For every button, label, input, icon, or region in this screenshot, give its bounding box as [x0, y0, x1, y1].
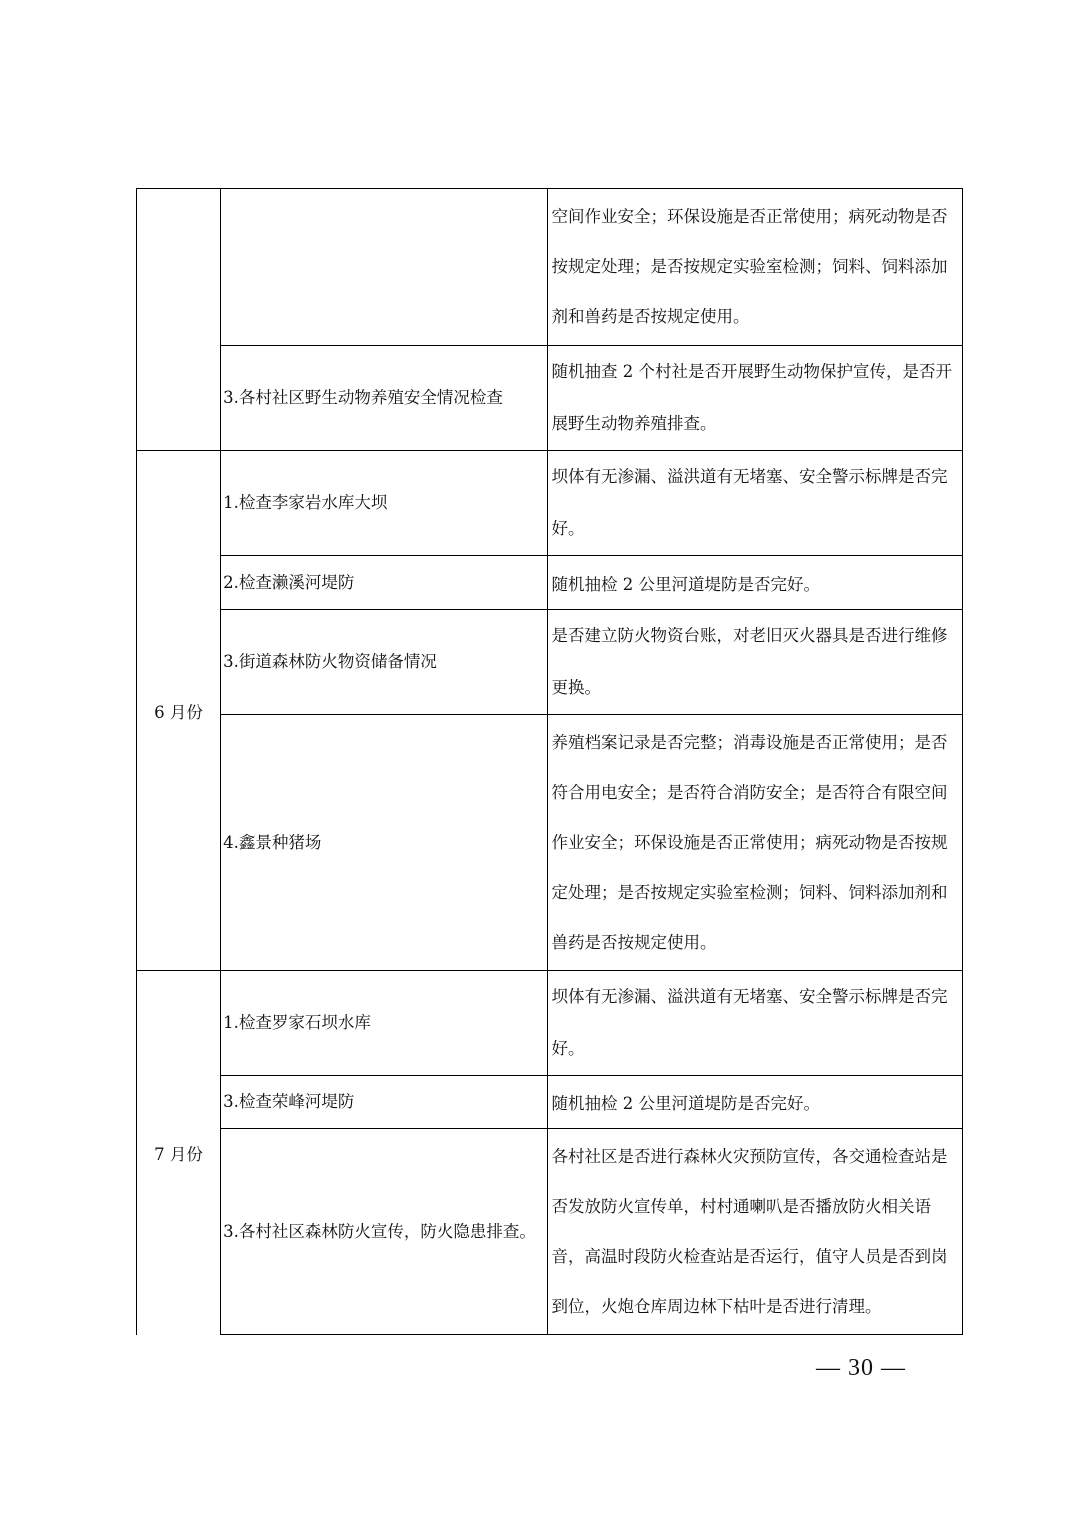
item-cell: 3.街道森林防火物资储备情况 — [221, 610, 548, 715]
content-cell: 是否建立防火物资台账，对老旧灭火器具是否进行维修更换。 — [548, 610, 963, 715]
content-cell: 随机抽检 2 公里河道堤防是否完好。 — [548, 1076, 963, 1129]
item-cell: 3.检查荣峰河堤防 — [221, 1076, 548, 1129]
content-cell: 随机抽查 2 个村社是否开展野生动物保护宣传，是否开展野生动物养殖排查。 — [548, 346, 963, 451]
month-cell: 6 月份 — [137, 451, 221, 971]
table-row — [137, 715, 963, 971]
item-cell: 2.检查濑溪河堤防 — [221, 556, 548, 610]
content-cell: 坝体有无渗漏、溢洪道有无堵塞、安全警示标牌是否完好。 — [548, 451, 963, 556]
table-row — [137, 971, 963, 1076]
month-cell: 7 月份 — [137, 971, 221, 1335]
item-cell: 3.各村社区野生动物养殖安全情况检查 — [221, 346, 548, 451]
page-number: — 30 — — [816, 1355, 906, 1381]
item-cell: 4.鑫景种猪场 — [221, 715, 548, 971]
item-cell: 1.检查李家岩水库大坝 — [221, 451, 548, 556]
table-row — [137, 451, 963, 556]
table-row — [137, 610, 963, 715]
content-cell: 各村社区是否进行森林火灾预防宣传，各交通检查站是否发放防火宣传单，村村通喇叭是否播放防火相关语音，高温时段防火检查站是否运行，值守人员是否到岗到位，火炮仓库周边林下枯叶是否进行清理。 — [548, 1129, 963, 1335]
content-cell: 坝体有无渗漏、溢洪道有无堵塞、安全警示标牌是否完好。 — [548, 971, 963, 1076]
item-cell: 1.检查罗家石坝水库 — [221, 971, 548, 1076]
table-row — [137, 189, 963, 346]
table-row — [137, 556, 963, 610]
content-cell: 随机抽检 2 公里河道堤防是否完好。 — [548, 556, 963, 610]
table-row — [137, 1129, 963, 1335]
content-cell: 养殖档案记录是否完整；消毒设施是否正常使用；是否符合用电安全；是否符合消防安全；是否符合有限空间作业安全；环保设施是否正常使用；病死动物是否按规定处理；是否按规定实验室检测；饲料、饲料添加剂和兽药是否按规定使用。 — [548, 715, 963, 971]
item-cell: 3.各村社区森林防火宣传，防火隐患排查。 — [221, 1129, 548, 1335]
inspection-table — [136, 188, 963, 1335]
table-row — [137, 1076, 963, 1129]
content-cell: 空间作业安全；环保设施是否正常使用；病死动物是否按规定处理；是否按规定实验室检测；饲料、饲料添加剂和兽药是否按规定使用。 — [548, 189, 963, 346]
month-cell — [137, 189, 221, 451]
item-cell — [221, 189, 548, 346]
table-row — [137, 346, 963, 451]
